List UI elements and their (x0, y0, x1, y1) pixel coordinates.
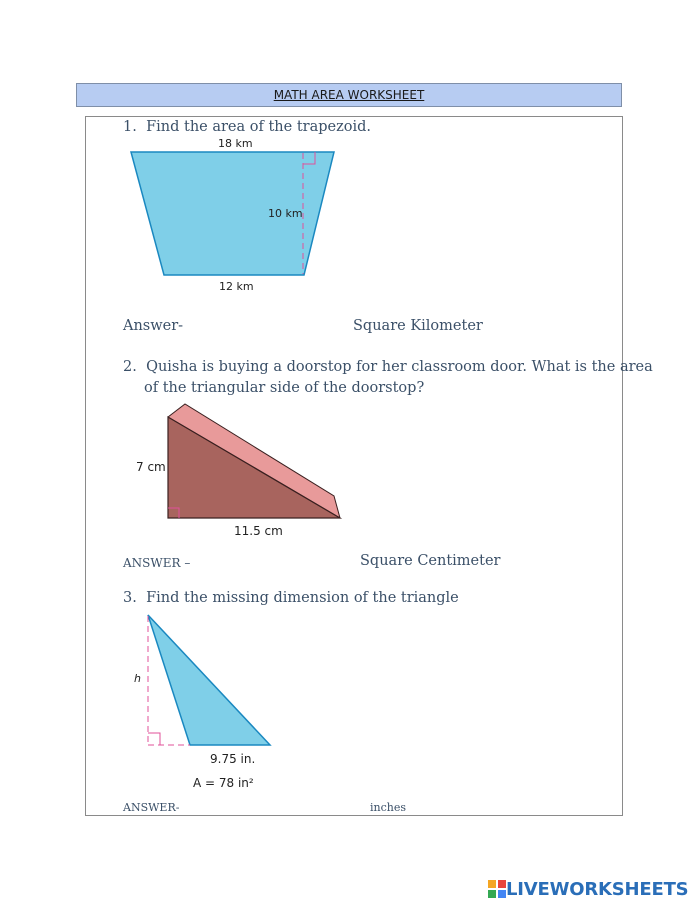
answer-2-label: ANSWER – (123, 556, 191, 570)
answer-2-unit: Square Centimeter (360, 553, 501, 569)
answer-1-label: Answer- (123, 318, 184, 334)
doorstop-base-label: 11.5 cm (234, 524, 283, 538)
answer-3-unit: inches (370, 801, 407, 814)
liveworksheets-logo[interactable] (488, 878, 688, 900)
liveworksheets-logo-icon (488, 880, 506, 898)
question-2-text-line1: Quisha is buying a doorstop for her classroom door. What is the area (146, 359, 653, 375)
question-2-text-line2: of the triangular side of the doorstop? (144, 380, 425, 396)
question-3-number: 3. (123, 590, 137, 606)
worksheet-title: MATH AREA WORKSHEET (76, 83, 622, 107)
question-1-number: 1. (123, 119, 137, 135)
triangle-area-label: A = 78 in² (193, 776, 254, 790)
trapezoid-top-label: 18 km (218, 137, 253, 150)
question-3-text: Find the missing dimension of the triangle (146, 590, 459, 606)
answer-3-label: ANSWER- (123, 801, 180, 814)
triangle-base-label: 9.75 in. (210, 752, 256, 766)
trapezoid-bottom-label: 12 km (219, 280, 254, 293)
liveworksheets-brand: LIVEWORKSHEETS (506, 878, 689, 900)
doorstop-height-label: 7 cm (136, 460, 166, 474)
question-1-text: Find the area of the trapezoid. (146, 119, 371, 135)
answer-1-unit: Square Kilometer (353, 318, 483, 334)
trapezoid-height-label: 10 km (268, 207, 303, 220)
question-2-number: 2. (123, 359, 137, 375)
triangle-height-label: h (134, 672, 141, 685)
